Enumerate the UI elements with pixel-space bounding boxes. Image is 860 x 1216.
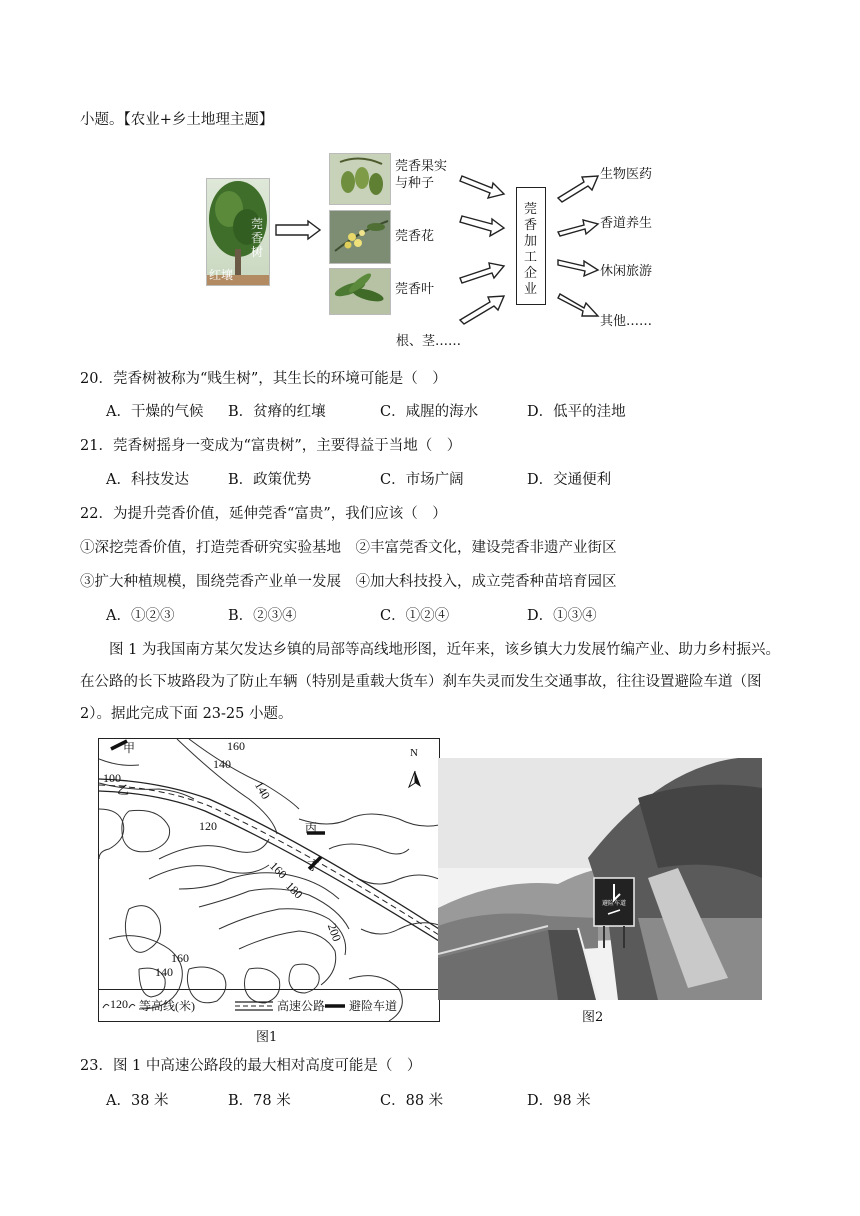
contour-map (98, 738, 440, 1022)
arrow-wellness-icon (558, 220, 598, 236)
escape-lane-photo (438, 758, 762, 1000)
q22-line2: ③扩大种植规模，围绕莞香产业单一发展 ④加大科技投入，成立莞香种苗培育园区 (80, 574, 617, 590)
point-ding: 丁 (307, 859, 320, 873)
q21-stem: 21．莞香树摇身一变成为“富贵树”，主要得益于当地（ ） (80, 438, 462, 454)
contour-label: 160 (267, 858, 290, 882)
fruit-label-line1: 莞香果实 (395, 159, 448, 174)
arrow-flower-icon (460, 216, 504, 236)
input-arrows (458, 170, 510, 330)
point-yi: 乙 (117, 783, 130, 797)
q20-option-b: B．贫瘠的红壤 (228, 404, 326, 420)
legend-contour-value: 120 (110, 997, 128, 1011)
tree-photo (206, 178, 270, 286)
contour-label: 120 (199, 819, 217, 833)
north-arrow-icon (409, 771, 421, 787)
point-bing: 丙 (305, 821, 318, 835)
arrow-leaf-icon (460, 263, 504, 283)
contour-label: 140 (251, 778, 273, 802)
q23-option-a: A．38 米 (106, 1093, 169, 1109)
arrow-tourism-icon (558, 260, 598, 276)
passage: 图 1 为我国南方某欠发达乡镇的局部等高线地形图，近年来，该乡镇大力发展竹编产业、助力乡村振兴。在公路的长下坡路段为了防止车辆（特别是重载大货车）刹车失灵而发生交通事故，往往设置避险车道（图 2）。据此完成下面 23-25 小题。 (80, 642, 780, 722)
north-label: N (410, 747, 418, 759)
intro-text: 小题。【农业+乡土地理主题】 (80, 112, 274, 128)
q22-option-a: A．①②③ (106, 608, 175, 624)
contour-label: 100 (103, 771, 121, 785)
legend-highway-text: 高速公路 (277, 999, 326, 1013)
figure2-caption: 图2 (582, 1010, 604, 1025)
double-arrow-icon (274, 219, 322, 241)
contour-label: 200 (324, 921, 345, 944)
output-other: 其他…… (600, 314, 653, 329)
more-parts-label: 根、茎…… (396, 334, 462, 349)
flower-image (330, 211, 390, 263)
q22-option-b: B．②③④ (228, 608, 297, 624)
arrow-more-icon (460, 296, 504, 324)
output-tourism: 休闲旅游 (600, 264, 653, 279)
flower-photo (329, 210, 391, 264)
q22-stem: 22．为提升莞香价值，延伸莞香“富贵”，我们应该（ ） (80, 506, 447, 522)
point-jia: 甲 (123, 741, 136, 755)
contour-label: 160 (171, 951, 189, 965)
q22-option-d: D．①③④ (527, 608, 597, 624)
legend-contour-text: 等高线(米) (139, 999, 195, 1013)
fruit-photo (329, 153, 391, 205)
contour-map-drawing (99, 739, 439, 1021)
q20-option-d: D．低平的洼地 (527, 404, 626, 420)
enterprise-box (516, 187, 546, 305)
q20-stem: 20．莞香树被称为“贱生树”，其生长的环境可能是（ ） (80, 371, 447, 387)
arrow-fruit-icon (460, 176, 504, 198)
q21-option-c: C．市场广阔 (380, 472, 464, 488)
leaf-label: 莞香叶 (395, 282, 435, 297)
q21-option-d: D．交通便利 (527, 472, 612, 488)
soil-label: 红壤 (209, 268, 234, 282)
fruit-label-line2: 与种子 (395, 176, 435, 191)
flower-label: 莞香花 (395, 229, 435, 244)
q20-option-a: A．干燥的气候 (106, 404, 204, 420)
output-wellness: 香道养生 (600, 216, 653, 231)
q22-option-c: C．①②④ (380, 608, 450, 624)
q21-option-b: B．政策优势 (228, 472, 312, 488)
contour-label: 140 (213, 757, 231, 771)
escape-lane-photo-drawing (438, 758, 762, 1000)
q20-option-c: C．咸腥的海水 (380, 404, 479, 420)
escape-lane-sign: 避险车道 (601, 900, 626, 907)
tree-label: 莞香树 (251, 217, 264, 259)
arrow-other-icon (558, 294, 598, 316)
legend-escape-text: 避险车道 (349, 999, 398, 1013)
q22-line1: ①深挖莞香价值，打造莞香研究实验基地 ②丰富莞香文化，建设莞香非遗产业街区 (80, 540, 617, 556)
output-medicine: 生物医药 (600, 167, 653, 182)
map-legend (99, 989, 439, 1022)
contour-label: 180 (283, 878, 306, 902)
arrow-medicine-icon (558, 176, 598, 202)
q23-option-c: C．88 米 (380, 1093, 444, 1109)
figure1-caption: 图1 (256, 1030, 278, 1045)
contour-label: 160 (227, 739, 245, 753)
leaf-photo (329, 268, 391, 315)
enterprise-label: 莞香加工企业 (524, 202, 538, 297)
fruit-image (330, 154, 390, 204)
output-arrows (556, 170, 600, 320)
q23-stem: 23．图 1 中高速公路段的最大相对高度可能是（ ） (80, 1058, 422, 1074)
leaf-image (330, 269, 390, 314)
contour-label: 140 (155, 965, 173, 979)
q23-option-b: B．78 米 (228, 1093, 291, 1109)
q21-option-a: A．科技发达 (106, 472, 189, 488)
q23-option-d: D．98 米 (527, 1093, 591, 1109)
